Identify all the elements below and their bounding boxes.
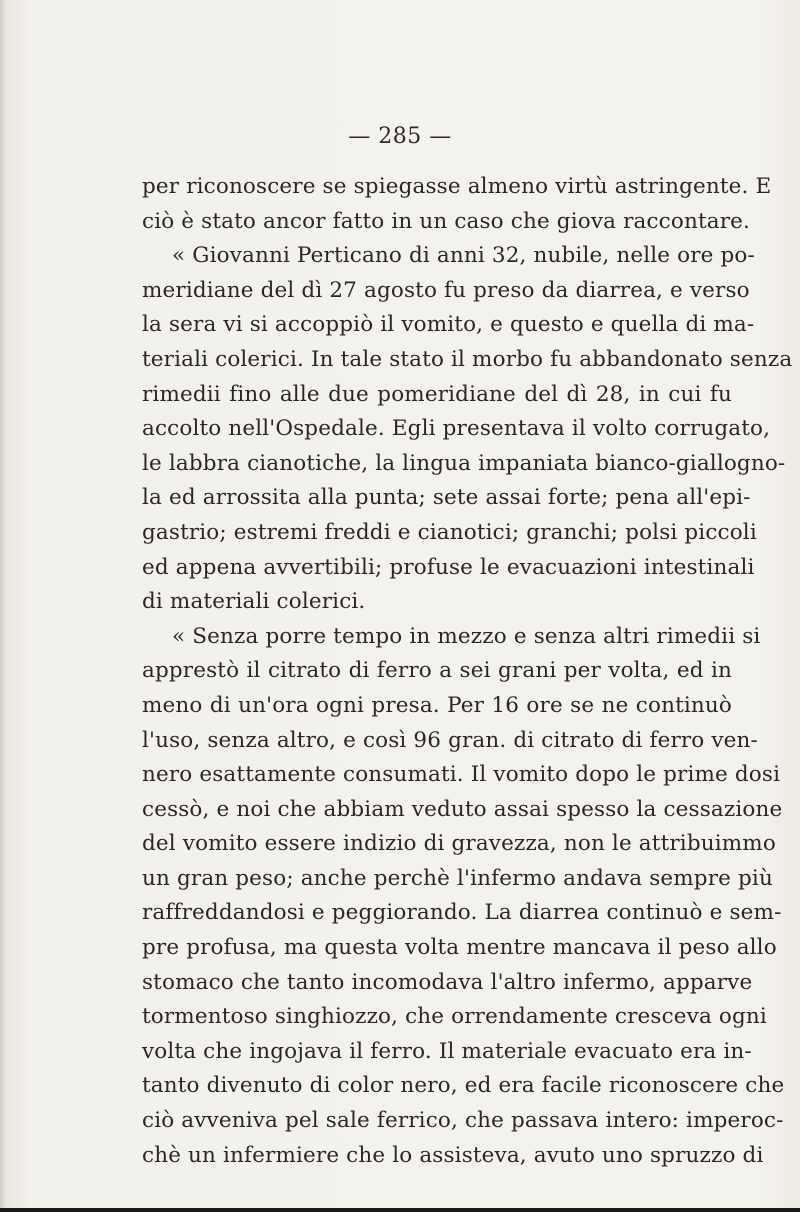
text-line: volta che ingojava il ferro. Il materiale evacuato era in- <box>142 1038 752 1064</box>
text-line: la sera vi si accoppiò il vomito, e questo e quella di ma- <box>142 312 755 338</box>
text-line: meridiane del dì 27 agosto fu preso da diarrea, e verso <box>142 277 750 303</box>
text-line: tanto divenuto di color nero, ed era facile riconoscere che <box>142 1073 785 1099</box>
text-line: tormentoso singhiozzo, che orrendamente cresceva ogni <box>142 1004 767 1030</box>
text-line: l'uso, senza altro, e così 96 gran. di citrato di ferro ven- <box>142 727 758 753</box>
page-number: — 285 — <box>348 124 452 149</box>
text-line: accolto nell'Ospedale. Egli presentava il volto corrugato, <box>142 416 771 442</box>
text-line: teriali colerici. In tale stato il morbo fu abbandonato senza <box>142 346 793 372</box>
scan-bottom-border <box>0 1208 800 1212</box>
page-edge-shadow <box>0 0 6 1212</box>
text-line: pre profusa, ma questa volta mentre mancava il peso allo <box>142 935 777 961</box>
text-line: ed appena avvertibili; profuse le evacuazioni intestinali <box>142 554 755 580</box>
text-line: ciò avveniva pel sale ferrico, che passava intero: imperoc- <box>142 1108 784 1134</box>
text-line: un gran peso; anche perchè l'infermo andava sempre più <box>142 865 773 891</box>
text-line: ciò è stato ancor fatto in un caso che giova raccontare. <box>142 208 751 234</box>
text-line: « Senza porre tempo in mezzo e senza altri rimedii si <box>172 623 761 649</box>
text-line: le labbra cianotiche, la lingua impaniata bianco-giallogno- <box>142 450 786 476</box>
text-line: per riconoscere se spiegasse almeno virtù astringente. E <box>142 174 772 199</box>
text-line: gastrio; estremi freddi e cianotici; granchi; polsi piccoli <box>142 519 757 545</box>
text-line: stomaco che tanto incomodava l'altro infermo, apparve <box>142 969 753 995</box>
text-line: del vomito essere indizio di gravezza, non le attribuimmo <box>142 831 776 857</box>
text-line: la ed arrossita alla punta; sete assai forte; pena all'epi- <box>142 485 751 511</box>
text-line: chè un infermiere che lo assisteva, avuto uno spruzzo di <box>142 1142 764 1168</box>
text-line: raffreddandosi e peggiorando. La diarrea continuò e sem- <box>142 900 782 926</box>
body-text <box>142 170 793 1173</box>
text-line: apprestò il citrato di ferro a sei grani per volta, ed in <box>142 658 732 684</box>
text-line: di materiali colerici. <box>142 589 366 615</box>
text-line: cessò, e noi che abbiam veduto assai spesso la cessazione <box>142 796 783 822</box>
text-line: meno di un'ora ogni presa. Per 16 ore se ne continuò <box>142 692 732 718</box>
text-line: rimedii fino alle due pomeridiane del dì 28, in cui fu <box>142 381 732 407</box>
text-line: nero esattamente consumati. Il vomito dopo le prime dosi <box>142 762 781 788</box>
text-line: « Giovanni Perticano di anni 32, nubile, nelle ore po- <box>172 243 755 269</box>
